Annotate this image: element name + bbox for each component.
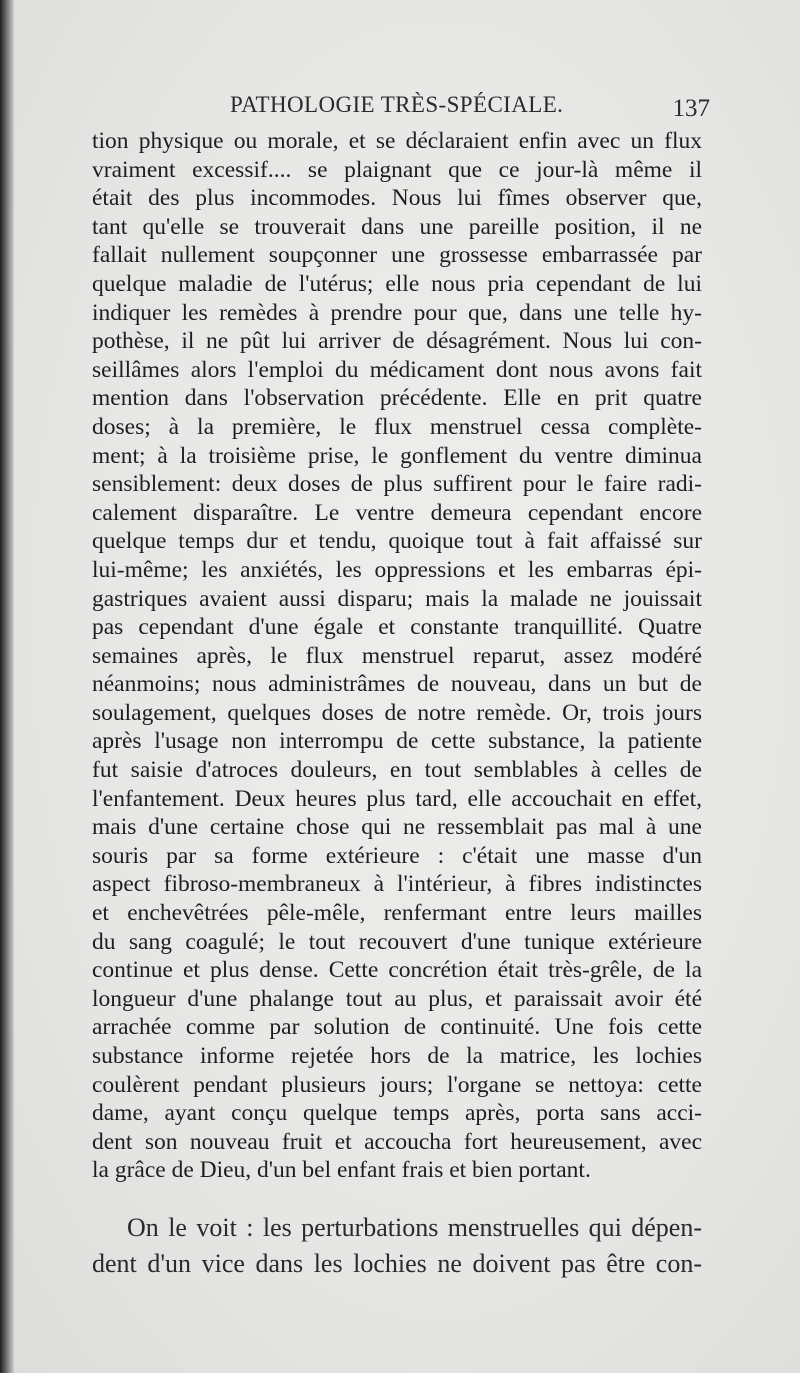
page-number: 137 xyxy=(672,95,710,122)
text-line: semaines après, le flux menstruel reparut, assez modéré xyxy=(92,642,702,669)
page-header xyxy=(95,92,710,126)
text-line: souris par sa forme extérieure : c'était une masse d'un xyxy=(92,842,702,869)
text-line: l'enfantement. Deux heures plus tard, elle accouchait en effet, xyxy=(92,785,702,812)
text-line: coulèrent pendant plusieurs jours; l'organe se nettoya: cette xyxy=(92,1071,702,1098)
text-line: quelque maladie de l'utérus; elle nous pria cependant de lui xyxy=(92,270,702,297)
text-line: indiquer les remèdes à prendre pour que, dans une telle hy- xyxy=(92,299,702,326)
running-title: PATHOLOGIE TRÈS-SPÉCIALE. xyxy=(230,92,564,117)
text-line: sensiblement: deux doses de plus suffirent pour le faire radi- xyxy=(92,471,702,498)
text-line: dent son nouveau fruit et accoucha fort heureusement, avec xyxy=(92,1128,702,1155)
text-line: substance informe rejetée hors de la matrice, les lochies xyxy=(92,1043,702,1069)
text-line: la grâce de Dieu, d'un bel enfant frais et bien portant. xyxy=(92,1157,591,1184)
text-line: dent d'un vice dans les lochies ne doivent pas être con- xyxy=(92,1249,702,1278)
text-line: du sang coagulé; le tout recouvert d'une tunique extérieure xyxy=(92,928,702,955)
text-line: soulagement, quelques doses de notre remède. Or, trois jours xyxy=(92,699,702,726)
text-line: pas cependant d'une égale et constante tranquillité. Quatre xyxy=(92,614,702,641)
text-line: lui-même; les anxiétés, les oppressions et les embarras épi- xyxy=(92,556,702,583)
text-line: et enchevêtrées pêle-mêle, renfermant entre leurs mailles xyxy=(92,900,702,927)
text-line: dame, ayant conçu quelque temps après, porta sans acci- xyxy=(92,1100,702,1127)
closing-paragraph xyxy=(92,1210,702,1282)
text-line: mention dans l'observation précédente. Elle en prit quatre xyxy=(92,385,702,412)
text-line: aspect fibroso-membraneux à l'intérieur, à fibres indistinctes xyxy=(92,871,702,898)
text-line: arrachée comme par solution de continuité. Une fois cette xyxy=(92,1014,702,1041)
text-line: doses; à la première, le flux menstruel cessa complète- xyxy=(92,413,702,440)
body-paragraph xyxy=(92,127,702,1185)
text-line: pothèse, il ne pût lui arriver de désagrément. Nous lui con- xyxy=(92,328,702,355)
text-line: gastriques avaient aussi disparu; mais la malade ne jouissait xyxy=(92,585,702,612)
text-line: était des plus incommodes. Nous lui fîmes observer que, xyxy=(92,185,702,212)
text-line: continue et plus dense. Cette concrétion était très-grêle, de la xyxy=(92,957,702,984)
text-line: néanmoins; nous administrâmes de nouveau, dans un but de xyxy=(92,671,702,698)
text-line: fallait nullement soupçonner une grossesse embarrassée par xyxy=(92,242,702,269)
text-line: vraiment excessif.... se plaignant que ce jour-là même il xyxy=(92,156,702,183)
text-line: longueur d'une phalange tout au plus, et paraissait avoir été xyxy=(92,985,702,1012)
text-line: ment; à la troisième prise, le gonflement du ventre diminua xyxy=(92,442,702,469)
text-line: quelque temps dur et tendu, quoique tout à fait affaissé sur xyxy=(92,528,702,555)
text-line: On le voit : les perturbations menstruelles qui dépen- xyxy=(127,1213,702,1242)
text-line: tion physique ou morale, et se déclaraient enfin avec un flux xyxy=(92,128,702,154)
text-line: fut saisie d'atroces douleurs, en tout semblables à celles de xyxy=(92,757,702,784)
text-line: seillâmes alors l'emploi du médicament dont nous avons fait xyxy=(92,356,702,383)
text-line: tant qu'elle se trouverait dans une pareille position, il ne xyxy=(92,213,702,240)
text-line: calement disparaître. Le ventre demeura cependant encore xyxy=(92,499,702,526)
page-binding-edge xyxy=(0,0,14,1373)
text-line: après l'usage non interrompu de cette substance, la patiente xyxy=(92,728,702,755)
text-line: mais d'une certaine chose qui ne ressemblait pas mal à une xyxy=(92,814,702,841)
